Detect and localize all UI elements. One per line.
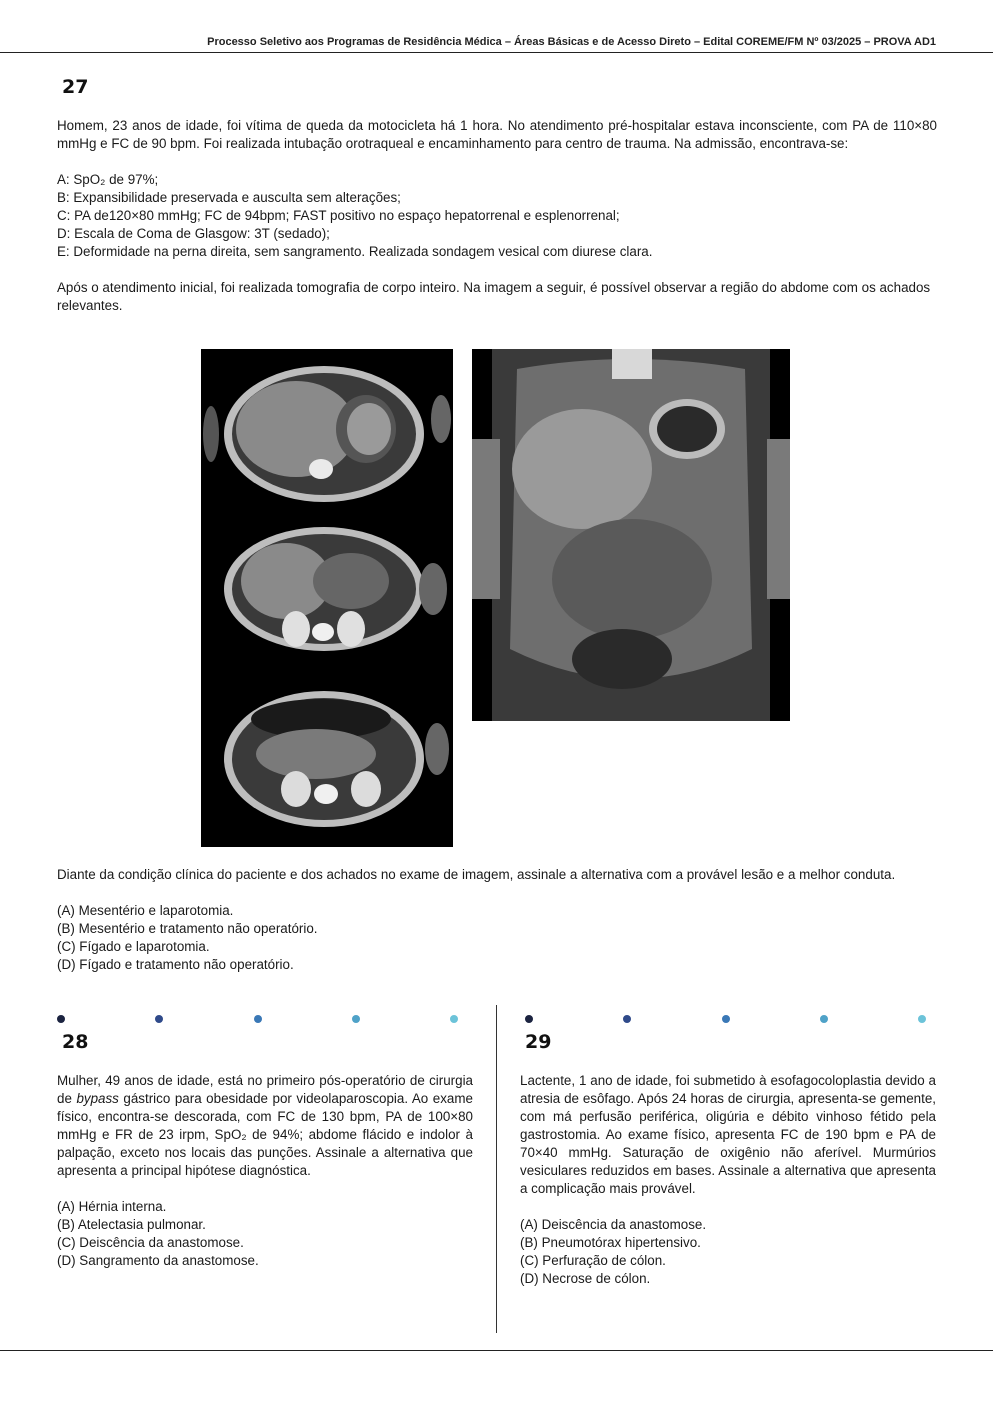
exam-title: Processo Seletivo aos Programas de Residência Médica – Áreas Básicas e de Acesso Direto – Edital COREME/FM Nº 03/2025 – PROVA AD1 [207,36,936,48]
finding-d: D: Escala de Coma de Glasgow: 3T (sedado); [57,226,330,241]
question-27-body [57,117,937,315]
ct-coronal-image [472,349,790,721]
q29-option-d[interactable]: (D) Necrose de cólon. [520,1271,651,1286]
q29-option-a[interactable]: (A) Deiscência da anastomose. [520,1217,707,1232]
separator-right [524,1014,928,1024]
question-28-stem-italic: bypass [76,1091,119,1106]
q27-option-d[interactable]: (D) Fígado e tratamento não operatório. [57,957,294,972]
q29-option-c[interactable]: (C) Perfuração de cólon. [520,1253,666,1268]
question-28-stem [57,1072,473,1180]
q29-option-b[interactable]: (B) Pneumotórax hipertensivo. [520,1235,701,1250]
finding-a: A: SpO₂ de 97%; [57,172,159,187]
question-number-29: 29 [525,1031,552,1053]
finding-c: C: PA de120×80 mmHg; FC de 94bpm; FAST positivo no espaço hepatorrenal e esplenorrenal; [57,208,620,223]
q28-option-c[interactable]: (C) Deiscência da anastomose. [57,1235,244,1250]
q28-option-a[interactable]: (A) Hérnia interna. [57,1199,167,1214]
page-header [0,0,993,53]
ct-axial-images [201,349,453,847]
ct-coronal-svg [472,349,790,721]
question-number-28: 28 [62,1031,89,1053]
q27-option-a[interactable]: (A) Mesentério e laparotomia. [57,903,234,918]
column-divider [496,1005,497,1333]
finding-e: E: Deformidade na perna direita, sem sangramento. Realizada sondagem vesical com diurese clara. [57,244,653,259]
footer-rule [0,1350,993,1351]
question-28-stem-part1: Mulher, 49 anos de idade, está no primeiro pós-operatório de cirurgia de [57,1073,473,1106]
question-28-stem-part2: gástrico para obesidade por videolaparoscopia. Ao exame físico, encontra-se descorada, com FC de 130 bpm, PA de 100×80 mmHg e FR de 23 irpm, SpO₂ de 94%; abdome flácido e indolor à palpação, exceto nos locais das punções. Assinale a alternativa que apresenta a principal hipótese diagnóstica. [57,1091,473,1178]
question-27-question: Diante da condição clínica do paciente e dos achados no exame de imagem, assinale a alternativa com a provável lesão e a melhor conduta. [57,867,896,882]
question-27-intro: Homem, 23 anos de idade, foi vítima de queda da motocicleta há 1 hora. No atendimento pré-hospitalar estava inconsciente, com PA de 110×80 mmHg e FC de 90 bpm. Foi realizada intubação orotraqueal e encaminhamento para centro de trauma. Na admissão, encontrava-se: [57,118,937,151]
q28-option-d[interactable]: (D) Sangramento da anastomose. [57,1253,259,1268]
imaging-intro: Após o atendimento inicial, foi realizada tomografia de corpo inteiro. Na imagem a seguir, é possível observar a região do abdome com os achados relevantes. [57,280,931,313]
question-29-body [520,1072,936,1288]
separator-left [56,1014,460,1024]
question-27-prompt [57,866,937,974]
finding-b: B: Expansibilidade preservada e ausculta sem alterações; [57,190,401,205]
q27-option-b[interactable]: (B) Mesentério e tratamento não operatório. [57,921,318,936]
question-28-body [57,1072,473,1270]
ct-axial-svg [201,349,453,847]
q27-option-c[interactable]: (C) Fígado e laparotomia. [57,939,210,954]
question-number-27: 27 [62,76,89,98]
question-29-stem: Lactente, 1 ano de idade, foi submetido à esofagocoloplastia devido a atresia de esôfago. Após 24 horas de cirurgia, apresenta-se gemente, com má perfusão periférica, oligúria e débito vinhoso fétido pela gastrostomia. Ao exame físico, apresenta FC de 190 bpm e PA de 70×40 mmHg. Saturação de oxigênio não aferível. Murmúrios vesiculares reduzidos em bases. Assinale a alternativa que apresenta a complicação mais provável. [520,1073,936,1196]
q28-option-b[interactable]: (B) Atelectasia pulmonar. [57,1217,206,1232]
